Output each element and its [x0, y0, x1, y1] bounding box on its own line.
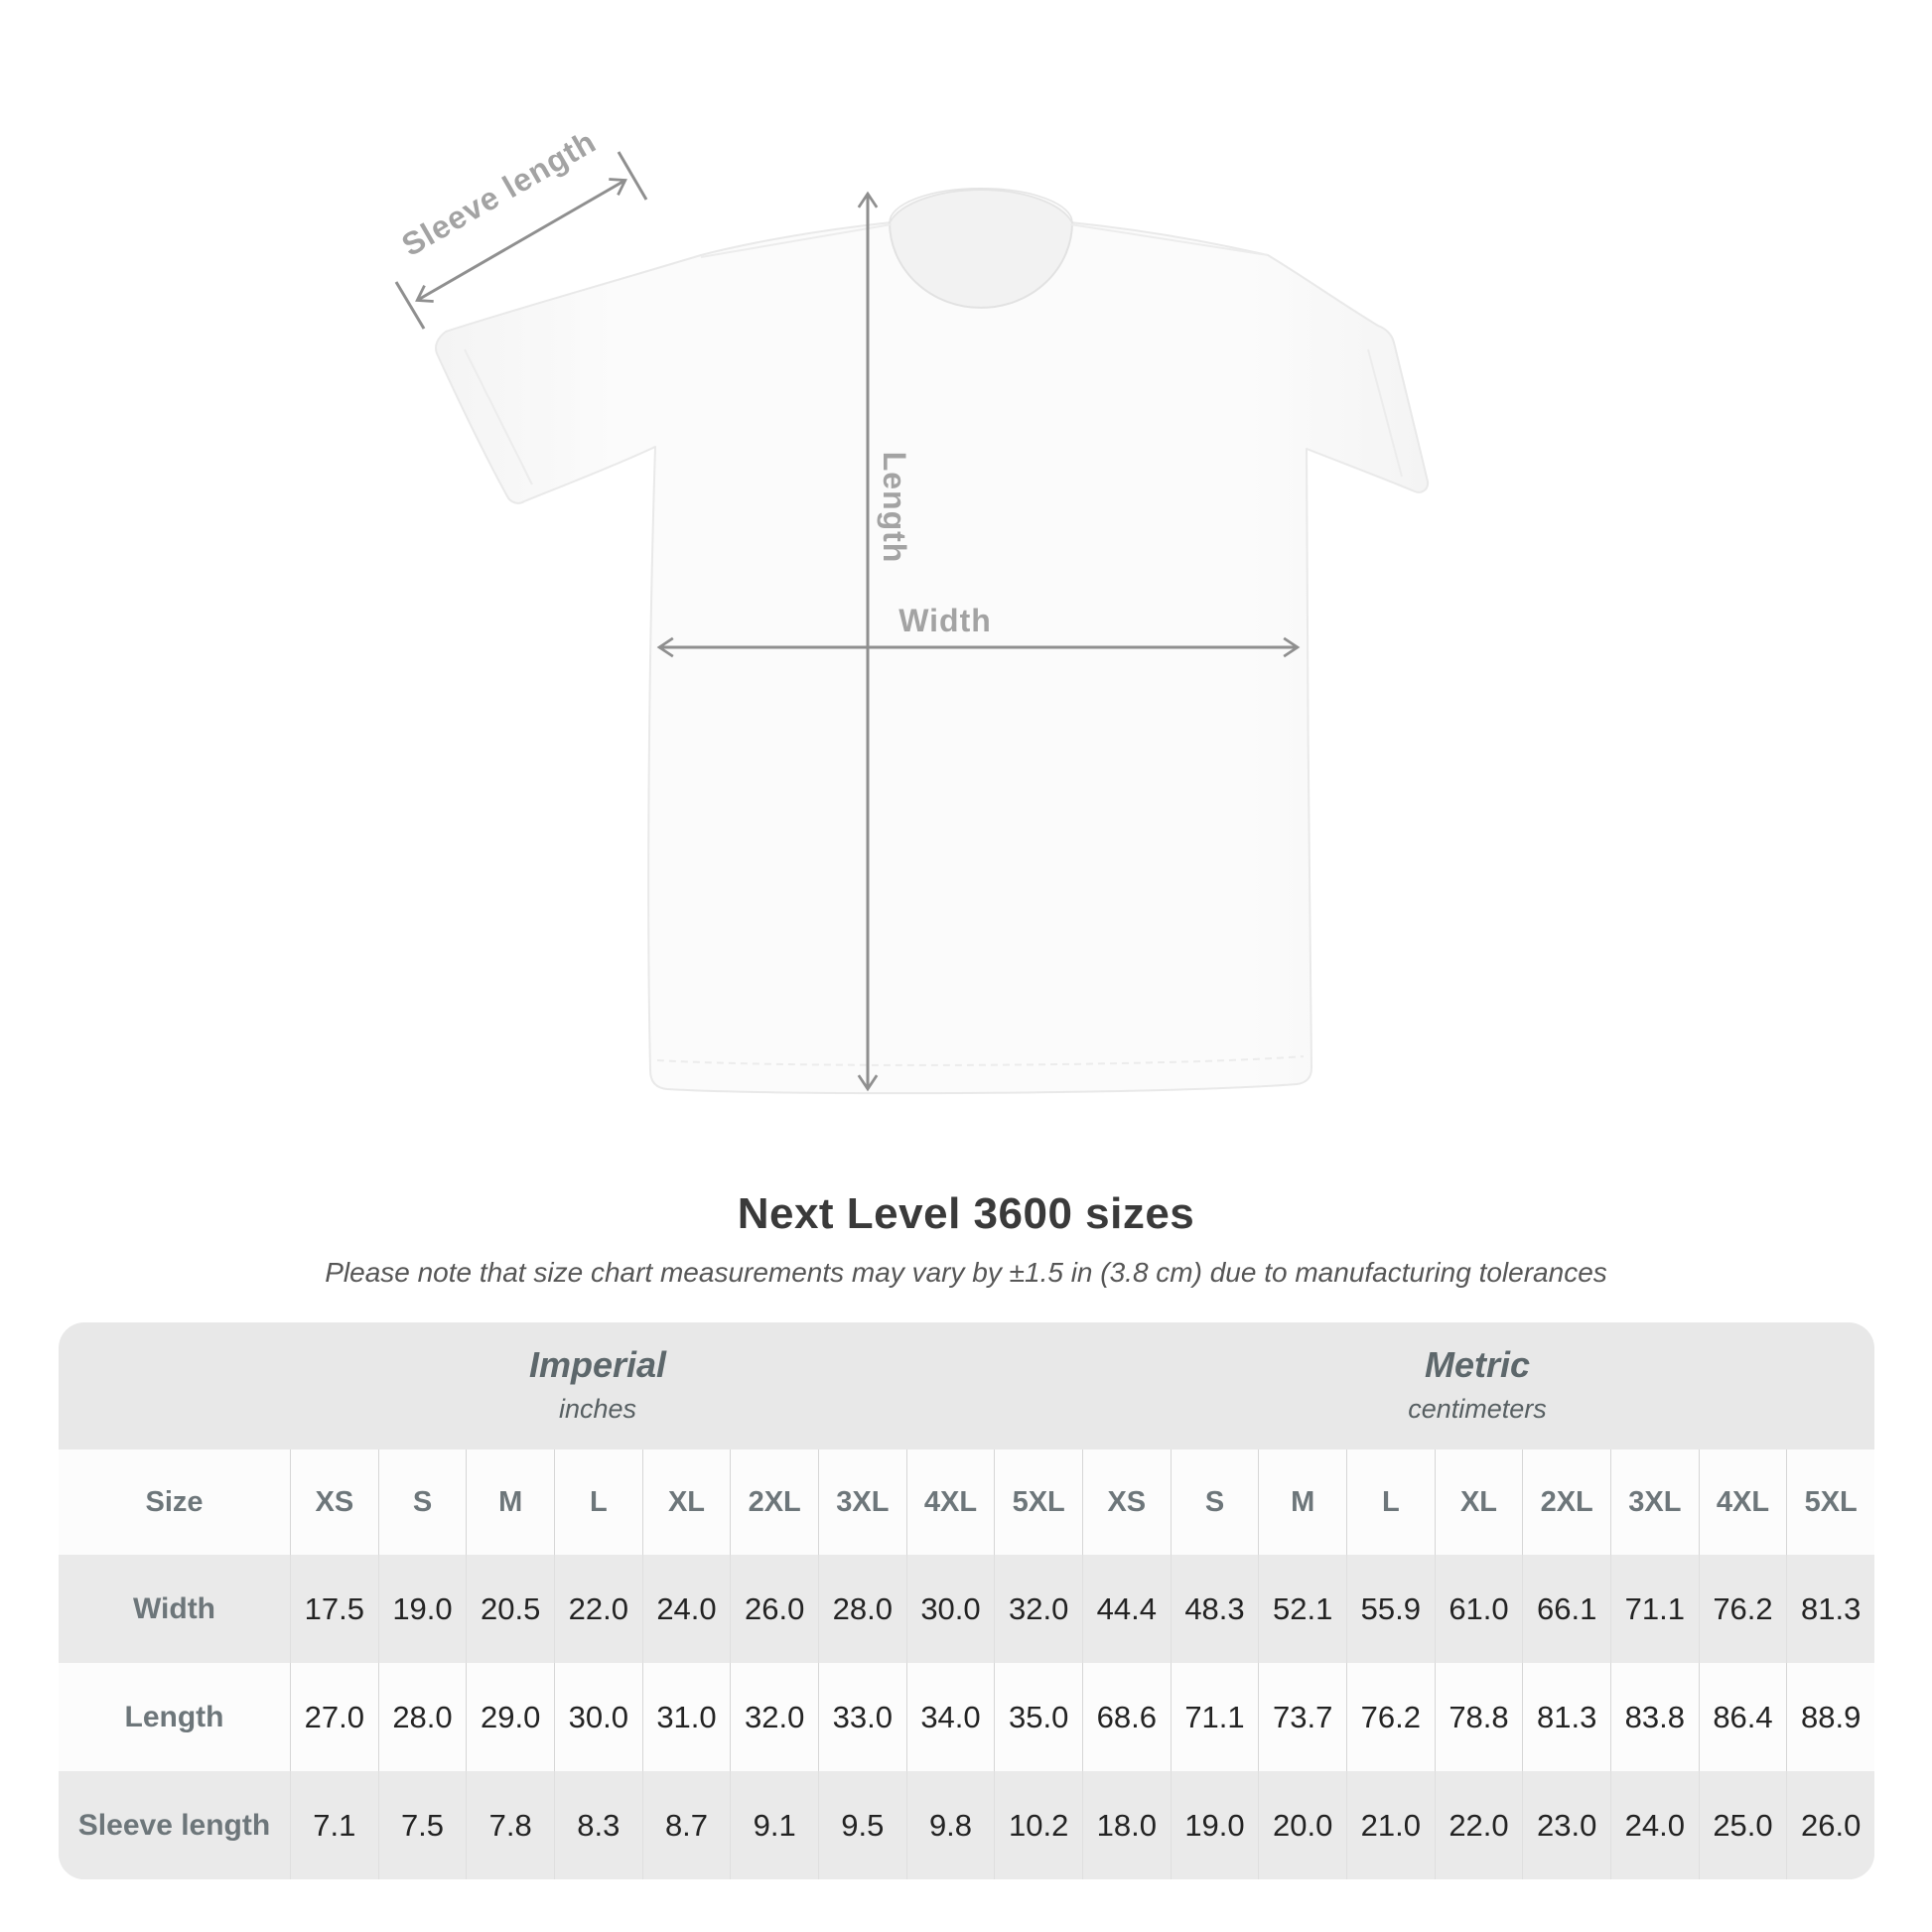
size-header: XL	[1435, 1449, 1523, 1555]
table-cell: 32.0	[730, 1663, 818, 1771]
table-cell: 9.8	[906, 1771, 995, 1879]
size-header: S	[378, 1449, 467, 1555]
tshirt-illustration	[436, 189, 1428, 1093]
size-header: S	[1171, 1449, 1259, 1555]
table-cell: 10.2	[994, 1771, 1082, 1879]
size-header: XL	[642, 1449, 731, 1555]
table-cell: 26.0	[730, 1555, 818, 1663]
table-cell: 20.0	[1258, 1771, 1346, 1879]
table-cell: 25.0	[1699, 1771, 1787, 1879]
imperial-group-unit: inches	[558, 1394, 637, 1424]
table-cell: 28.0	[818, 1555, 906, 1663]
size-column-header: Size	[59, 1449, 290, 1555]
table-cell: 22.0	[554, 1555, 642, 1663]
table-cell: 31.0	[642, 1663, 731, 1771]
table-cell: 19.0	[1171, 1771, 1259, 1879]
table-cell: 22.0	[1435, 1771, 1523, 1879]
length-label: Length	[877, 451, 912, 564]
table-cell: 86.4	[1699, 1663, 1787, 1771]
row-label-width: Width	[59, 1555, 290, 1663]
size-header: 4XL	[1699, 1449, 1787, 1555]
table-cell: 68.6	[1082, 1663, 1171, 1771]
table-cell: 21.0	[1346, 1771, 1435, 1879]
imperial-group-name: Imperial	[528, 1344, 667, 1385]
table-cell: 29.0	[466, 1663, 554, 1771]
size-header: 2XL	[1522, 1449, 1610, 1555]
table-cell: 19.0	[378, 1555, 467, 1663]
table-cell: 88.9	[1786, 1663, 1874, 1771]
unit-group-header-row	[59, 1322, 1874, 1449]
table-cell: 76.2	[1699, 1555, 1787, 1663]
sleeve-length-label: Sleeve length	[395, 123, 603, 263]
width-label: Width	[898, 603, 992, 638]
table-cell: 76.2	[1346, 1663, 1435, 1771]
table-cell: 52.1	[1258, 1555, 1346, 1663]
table-cell: 17.5	[290, 1555, 378, 1663]
table-cell: 73.7	[1258, 1663, 1346, 1771]
size-header: L	[554, 1449, 642, 1555]
size-header: 2XL	[730, 1449, 818, 1555]
table-cell: 18.0	[1082, 1771, 1171, 1879]
table-cell: 27.0	[290, 1663, 378, 1771]
table-cell: 71.1	[1171, 1663, 1259, 1771]
table-cell: 8.7	[642, 1771, 731, 1879]
table-cell: 78.8	[1435, 1663, 1523, 1771]
table-cell: 44.4	[1082, 1555, 1171, 1663]
metric-group-header	[1080, 1344, 1874, 1425]
row-label-sleeve-length: Sleeve length	[59, 1771, 290, 1879]
metric-group-unit: centimeters	[1408, 1394, 1547, 1424]
table-cell: 48.3	[1171, 1555, 1259, 1663]
imperial-group-header	[201, 1344, 995, 1425]
table-cell: 71.1	[1610, 1555, 1699, 1663]
size-header: XS	[290, 1449, 378, 1555]
table-cell: 24.0	[642, 1555, 731, 1663]
size-header: M	[466, 1449, 554, 1555]
size-header: 5XL	[994, 1449, 1082, 1555]
size-header: 5XL	[1786, 1449, 1874, 1555]
size-header: L	[1346, 1449, 1435, 1555]
table-cell: 33.0	[818, 1663, 906, 1771]
table-cell: 66.1	[1522, 1555, 1610, 1663]
size-header: 4XL	[906, 1449, 995, 1555]
table-cell: 28.0	[378, 1663, 467, 1771]
table-cell: 83.8	[1610, 1663, 1699, 1771]
size-header: 3XL	[1610, 1449, 1699, 1555]
table-cell: 7.1	[290, 1771, 378, 1879]
size-header: XS	[1082, 1449, 1171, 1555]
table-cell: 7.8	[466, 1771, 554, 1879]
table-cell: 35.0	[994, 1663, 1082, 1771]
size-header: 3XL	[818, 1449, 906, 1555]
table-cell: 55.9	[1346, 1555, 1435, 1663]
table-cell: 81.3	[1522, 1663, 1610, 1771]
table-cell: 34.0	[906, 1663, 995, 1771]
table-cell: 24.0	[1610, 1771, 1699, 1879]
size-table	[59, 1449, 1874, 1879]
table-cell: 30.0	[554, 1663, 642, 1771]
table-cell: 61.0	[1435, 1555, 1523, 1663]
table-cell: 9.5	[818, 1771, 906, 1879]
table-cell: 26.0	[1786, 1771, 1874, 1879]
metric-group-name: Metric	[1424, 1344, 1531, 1385]
table-cell: 81.3	[1786, 1555, 1874, 1663]
table-cell: 20.5	[466, 1555, 554, 1663]
table-cell: 7.5	[378, 1771, 467, 1879]
page-title: Next Level 3600 sizes	[737, 1189, 1195, 1238]
table-cell: 9.1	[730, 1771, 818, 1879]
table-cell: 30.0	[906, 1555, 995, 1663]
row-label-length: Length	[59, 1663, 290, 1771]
size-header: M	[1258, 1449, 1346, 1555]
table-cell: 8.3	[554, 1771, 642, 1879]
tolerance-note: Please note that size chart measurements may vary by ±1.5 in (3.8 cm) due to manufacturing tolerances	[325, 1257, 1607, 1288]
table-cell: 32.0	[994, 1555, 1082, 1663]
size-table-card	[59, 1322, 1874, 1879]
table-cell: 23.0	[1522, 1771, 1610, 1879]
